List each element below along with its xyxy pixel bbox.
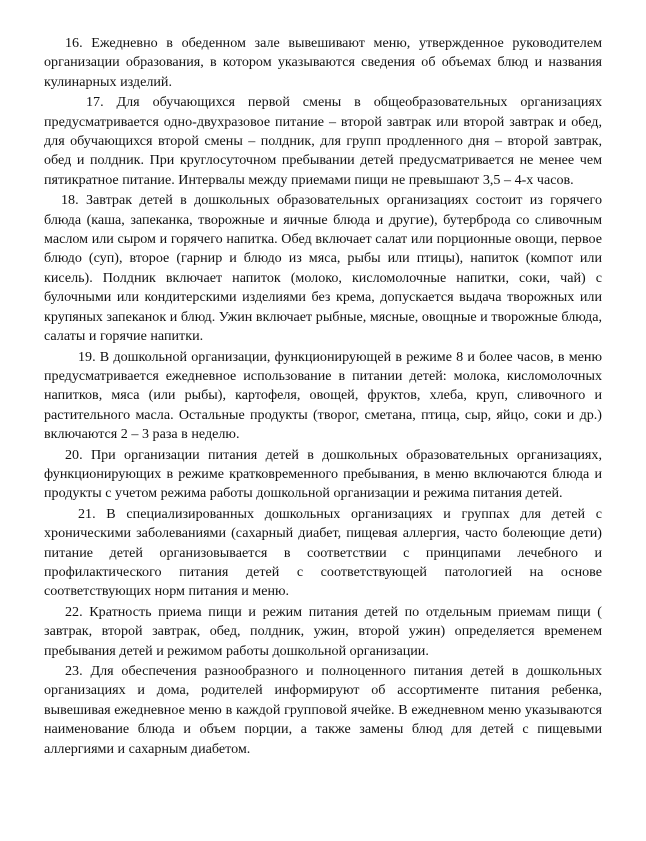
paragraph-21: 21. В специализированных дошкольных организациях и группах для детей с хроническими заболеваниями (сахарный диабет, пищевая аллергия, часто болеющие дети) питание детей организовывается в соответствии с принципами лечебного и профилактического питания детей с соответствующей патологией на основе соответствующих норм питания и меню. bbox=[44, 505, 602, 600]
paragraph-23: 23. Для обеспечения разнообразного и полноценного питания детей в дошкольных организациях и дома, родителей информируют об ассортименте питания ребенка, вывешивая ежедневное меню в каждой групповой ячейке. В ежедневном меню указываются наименование блюда и объем порции, а также замены блюд для детей с пищевыми аллергиями и сахарным диабетом. bbox=[44, 663, 602, 757]
paragraph-20: 20. При организации питания детей в дошкольных образовательных организациях, функционирующих в режиме кратковременного пребывания, в меню включаются блюда и продукты с учетом режима работы дошкольной организации и режима питания детей. bbox=[44, 446, 602, 502]
paragraph-19: 19. В дошкольной организации, функционирующей в режиме 8 и более часов, в меню предусматривается ежедневное использование в питании детей: молока, кисломолочных напитков, мяса (или рыбы), картофеля, овощей, фруктов, хлеба, круп, сливочного и растительного масла. Остальные продукты (творог, сметана, птица, сыр, яйцо, соки и др.) включаются 2 – 3 раза в неделю. bbox=[44, 348, 602, 443]
paragraph-18: 18. Завтрак детей в дошкольных образовательных организациях состоит из горячего блюда (каша, запеканка, творожные и яичные блюда и другие), бутерброда со сливочным маслом или сыром и горячего напитка. Обед включает салат или порционные овощи, первое блюдо (суп), второе (гарнир и блюдо из мяса, рыбы или птицы), напиток (компот или кисель). Полдник включает напиток (молоко, кисломолочные напитки, соки, чай) с булочными или кондитерскими изделиями без крема, допускается выдача творожных или крупяных запеканок и блюд. Ужин включает рыбные, мясные, овощные и творожные блюда, салаты и горячие напитки. bbox=[44, 192, 602, 345]
paragraph-22: 22. Кратность приема пищи и режим питания детей по отдельным приемам пищи ( завтрак, второй завтрак, обед, полдник, ужин, второй ужин) определяется временем пребывания детей и режимом работы дошкольной организации. bbox=[44, 603, 602, 659]
paragraph-16: 16. Ежедневно в обеденном зале вывешивают меню, утвержденное руководителем организации образования, в котором указываются сведения об объемах блюд и названия кулинарных изделий. bbox=[44, 35, 602, 90]
paragraph-17: 17. Для обучающихся первой смены в общеобразовательных организациях предусматривается одно-двухразовое питание – второй завтрак или второй завтрак и обед, для обучающихся второй смены – полдник, для групп продленного дня – второй завтрак, обед и полдник. При круглосуточном пребывании детей предусматривается не менее чем пятикратное питание. Интервалы между приемами пищи не превышают 3,5 – 4-х часов. bbox=[44, 94, 602, 188]
